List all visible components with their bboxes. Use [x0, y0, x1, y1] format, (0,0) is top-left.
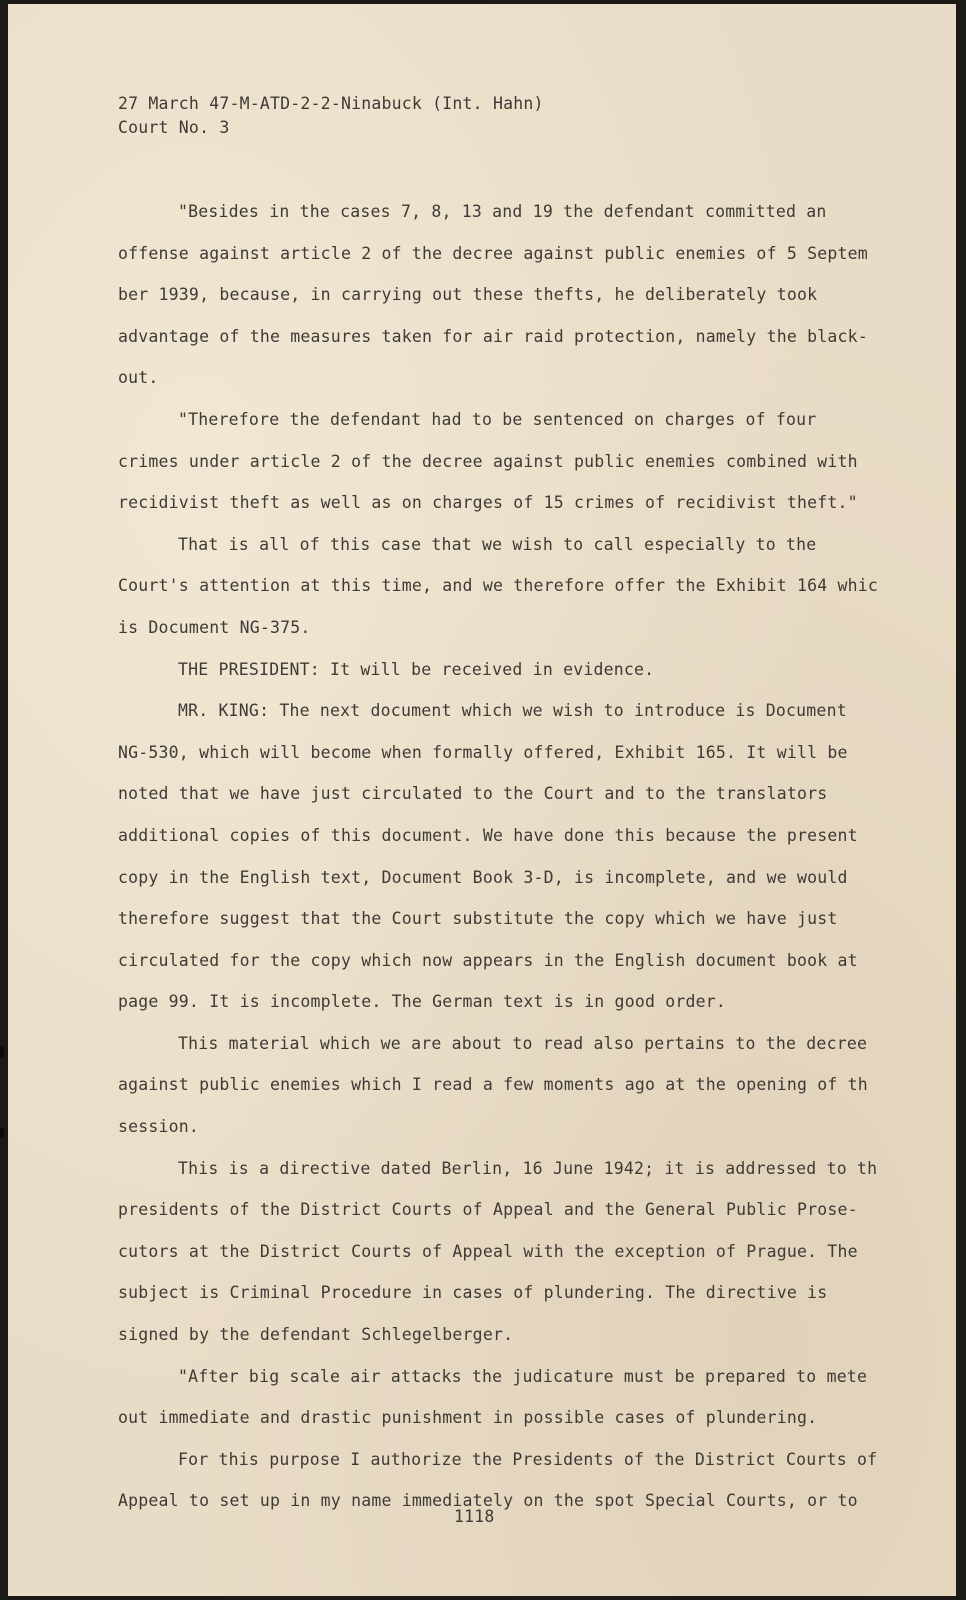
text-line: against public enemies which I read a few moments ago at the opening of th	[118, 1075, 868, 1095]
text-line: offense against article 2 of the decree against public enemies of 5 Septem	[118, 243, 868, 263]
text-line: This material which we are about to read also pertains to the decree	[178, 1033, 868, 1053]
text-line: page 99. It is incomplete. The German text is in good order.	[118, 992, 727, 1012]
text-line: subject is Criminal Procedure in cases of plundering. The directive is	[118, 1283, 828, 1303]
text-line: recidivist theft as well as on charges of 15 crimes of recidivist theft."	[118, 493, 858, 513]
document-page	[8, 4, 956, 1596]
text-line: is Document NG-375.	[118, 617, 311, 637]
document-header	[118, 92, 544, 140]
text-line: ber 1939, because, in carrying out these thefts, he deliberately took	[118, 285, 818, 305]
text-line: "Besides in the cases 7, 8, 13 and 19 the defendant committed an	[178, 202, 827, 221]
text-line: circulated for the copy which now appears in the English document book at	[118, 950, 858, 970]
text-line: That is all of this case that we wish to call especially to the	[178, 534, 817, 554]
page-number: 1118	[454, 1507, 495, 1526]
text-line: "Therefore the defendant had to be sentenced on charges of four	[178, 409, 817, 429]
text-line: cutors at the District Courts of Appeal with the exception of Prague. The	[118, 1241, 858, 1261]
text-line: MR. KING: The next document which we wish to introduce is Document	[178, 701, 847, 721]
header-line-1: 27 March 47-M-ATD-2-2-Ninabuck (Int. Hahn)	[118, 94, 544, 113]
text-line: therefore suggest that the Court substitute the copy which we have just	[118, 909, 838, 929]
transcript-body	[118, 191, 878, 1522]
text-line: signed by the defendant Schlegelberger.	[118, 1325, 514, 1345]
text-line: Appeal to set up in my name immediately on the spot Special Courts, or to	[118, 1491, 858, 1511]
text-line: THE PRESIDENT: It will be received in evidence.	[178, 659, 655, 679]
header-line-2: Court No. 3	[118, 118, 230, 137]
text-line: out.	[118, 368, 159, 388]
text-line: NG-530, which will become when formally offered, Exhibit 165. It will be	[118, 742, 848, 762]
text-line: Court's attention at this time, and we therefore offer the Exhibit 164 whic	[118, 576, 879, 596]
text-line: additional copies of this document. We have done this because the present	[118, 825, 858, 845]
text-line: advantage of the measures taken for air raid protection, namely the black-	[118, 326, 868, 346]
text-line: copy in the English text, Document Book 3-D, is incomplete, and we would	[118, 867, 848, 887]
text-line: session.	[118, 1117, 200, 1137]
text-line: For this purpose I authorize the Presidents of the District Courts of	[178, 1449, 878, 1469]
text-line: presidents of the District Courts of Appeal and the General Public Prose-	[118, 1200, 858, 1220]
text-line: This is a directive dated Berlin, 16 June 1942; it is addressed to th	[178, 1158, 878, 1178]
text-line: "After big scale air attacks the judicature must be prepared to mete	[178, 1366, 868, 1386]
text-line: crimes under article 2 of the decree against public enemies combined with	[118, 451, 858, 471]
text-line: noted that we have just circulated to the Court and to the translators	[118, 784, 828, 804]
text-line: out immediate and drastic punishment in possible cases of plundering.	[118, 1408, 818, 1428]
edge-mark	[0, 1128, 4, 1138]
edge-mark	[0, 1046, 4, 1058]
